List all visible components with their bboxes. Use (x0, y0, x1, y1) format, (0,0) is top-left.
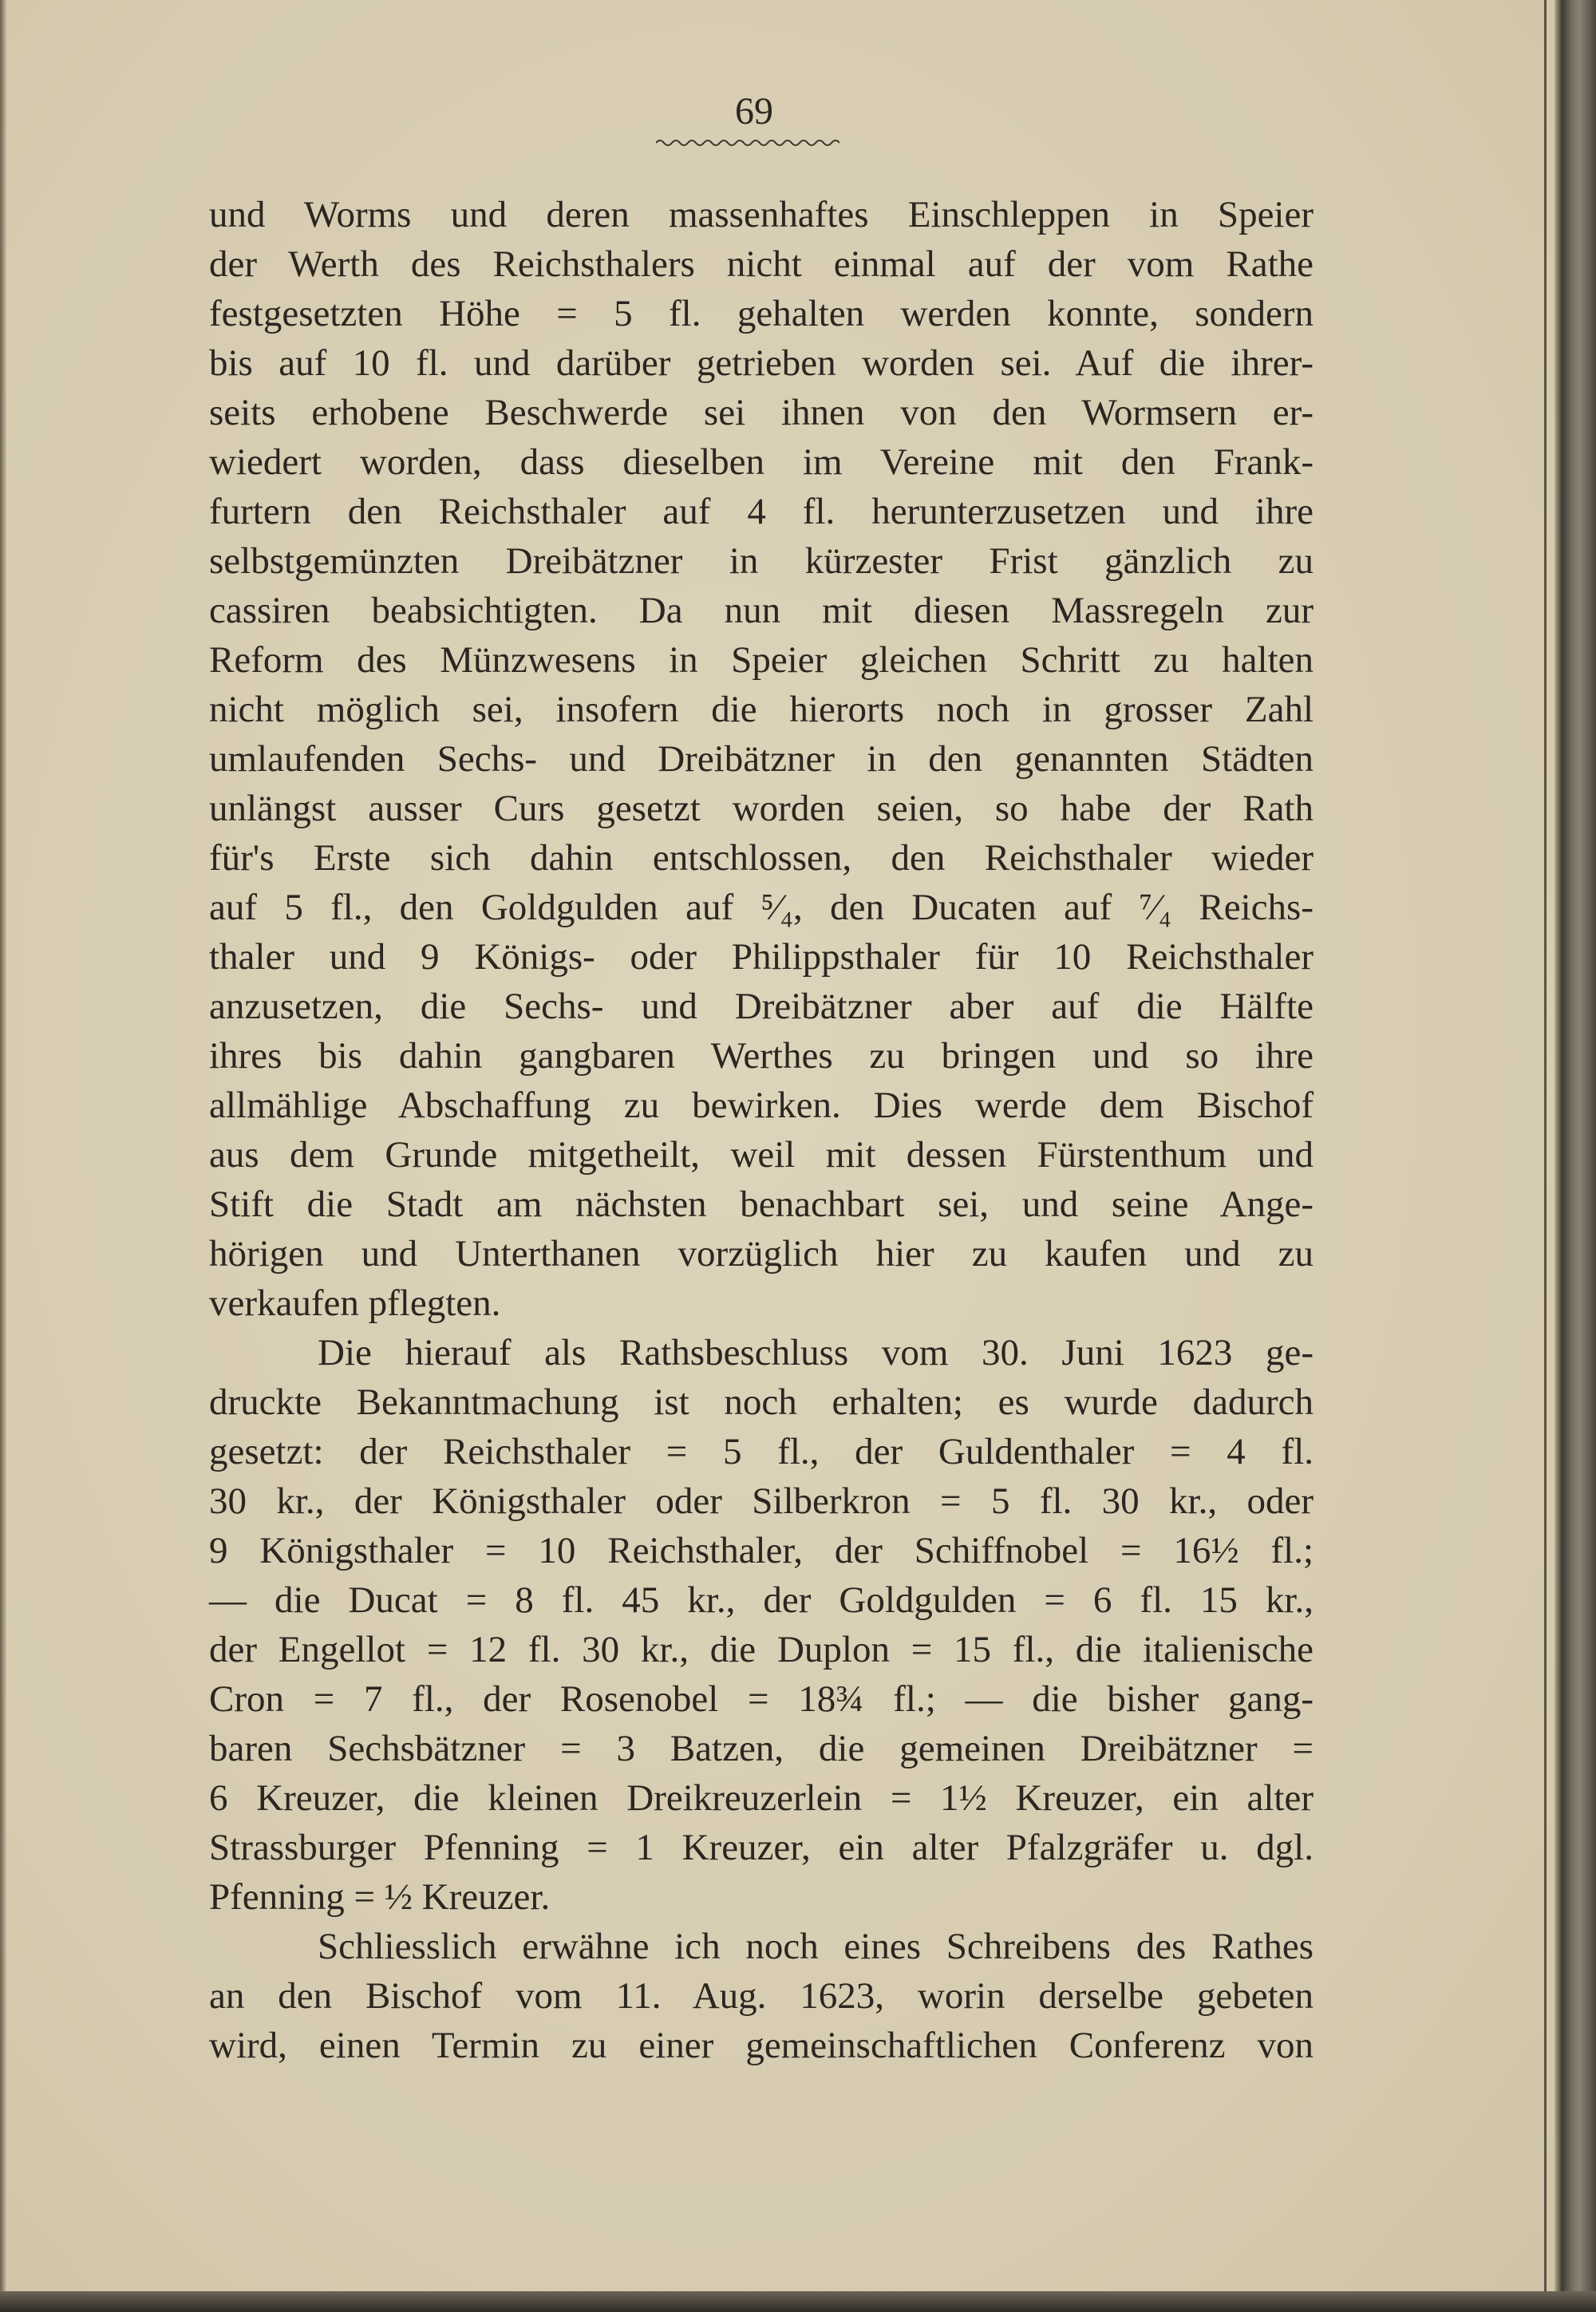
text-line: wird, einen Termin zu einer gemeinschaftlichen Conferenz von (209, 2025, 1314, 2066)
text-line: seits erhobene Beschwerde sei ihnen von den Wormsern er- (209, 392, 1314, 433)
text-line: gesetzt: der Reichsthaler = 5 fl., der Guldenthaler = 4 fl. (209, 1431, 1314, 1472)
text-line: Stift die Stadt am nächsten benachbart sei, und seine Ange- (209, 1184, 1314, 1225)
text-line: 30 kr., der Königsthaler oder Silberkron = 5 fl. 30 kr., oder (209, 1480, 1314, 1522)
text-line: ihres bis dahin gangbaren Werthes zu bringen und so ihre (209, 1035, 1314, 1077)
text-line: Strassburger Pfenning = 1 Kreuzer, ein alter Pfalzgräfer u. dgl. (209, 1827, 1314, 1868)
text-line: bis auf 10 fl. und darüber getrieben worden sei. Auf die ihrer- (209, 342, 1314, 384)
text-line: verkaufen pflegten. (209, 1282, 501, 1324)
text-line: Die hierauf als Rathsbeschluss vom 30. Juni 1623 ge- (318, 1332, 1314, 1373)
text-line: 6 Kreuzer, die kleinen Dreikreuzerlein = 1½ Kreuzer, ein alter (209, 1777, 1314, 1819)
wavy-rule-ornament (656, 137, 839, 148)
text-line: druckte Bekanntmachung ist noch erhalten; es wurde dadurch (209, 1381, 1314, 1423)
text-line: aus dem Grunde mitgetheilt, weil mit dessen Fürstenthum und (209, 1134, 1314, 1176)
page-number: 69 (735, 90, 773, 132)
text-line: umlaufenden Sechs- und Dreibätzner in den genannten Städten (209, 738, 1314, 780)
text-line: der Engellot = 12 fl. 30 kr., die Duplon = 15 fl., die italienische (209, 1629, 1314, 1670)
text-line: unlängst ausser Curs gesetzt worden seien, so habe der Rath (209, 788, 1314, 829)
page-left-edge (0, 0, 6, 2312)
text-line: an den Bischof vom 11. Aug. 1623, worin derselbe gebeten (209, 1975, 1314, 2017)
text-line: baren Sechsbätzner = 3 Batzen, die gemeinen Dreibätzner = (209, 1728, 1314, 1769)
text-line: festgesetzten Höhe = 5 fl. gehalten werden konnte, sondern (209, 293, 1314, 334)
text-line: für's Erste sich dahin entschlossen, den Reichsthaler wieder (209, 837, 1314, 879)
text-line: selbstgemünzten Dreibätzner in kürzester Frist gänzlich zu (209, 540, 1314, 582)
text-line: — die Ducat = 8 fl. 45 kr., der Goldgulden = 6 fl. 15 kr., (209, 1579, 1314, 1621)
gutter-line (1544, 0, 1547, 2312)
text-line: Pfenning = ½ Kreuzer. (209, 1876, 551, 1918)
text-line: wiedert worden, dass dieselben im Vereine mit den Frank- (209, 441, 1314, 483)
text-line: und Worms und deren massenhaftes Einschleppen in Speier (209, 194, 1314, 235)
body-text (209, 190, 1314, 2070)
book-gutter (1555, 0, 1596, 2312)
text-line: auf 5 fl., den Goldgulden auf ⁵⁄₄, den Ducaten auf ⁷⁄₄ Reichs- (209, 887, 1314, 928)
text-line: Schliesslich erwähne ich noch eines Schreibens des Rathes (318, 1926, 1314, 1967)
text-line: hörigen und Unterthanen vorzüglich hier zu kaufen und zu (209, 1233, 1314, 1275)
text-line: Cron = 7 fl., der Rosenobel = 18¾ fl.; — die bisher gang- (209, 1678, 1314, 1720)
text-line: der Werth des Reichsthalers nicht einmal auf der vom Rathe (209, 243, 1314, 285)
text-line: thaler und 9 Königs- oder Philippsthaler für 10 Reichsthaler (209, 936, 1314, 978)
text-line: Reform des Münzwesens in Speier gleichen Schritt zu halten (209, 639, 1314, 681)
text-line: 9 Königsthaler = 10 Reichsthaler, der Schiffnobel = 16½ fl.; (209, 1530, 1314, 1571)
text-line: cassiren beabsichtigten. Da nun mit diesen Massregeln zur (209, 590, 1314, 631)
text-line: furtern den Reichsthaler auf 4 fl. herunterzusetzen und ihre (209, 491, 1314, 532)
text-line: nicht möglich sei, insofern die hierorts noch in grosser Zahl (209, 689, 1314, 730)
text-line: allmählige Abschaffung zu bewirken. Dies werde dem Bischof (209, 1085, 1314, 1126)
text-line: anzusetzen, die Sechs- und Dreibätzner aber auf die Hälfte (209, 986, 1314, 1027)
page-bottom-edge (0, 2291, 1596, 2312)
